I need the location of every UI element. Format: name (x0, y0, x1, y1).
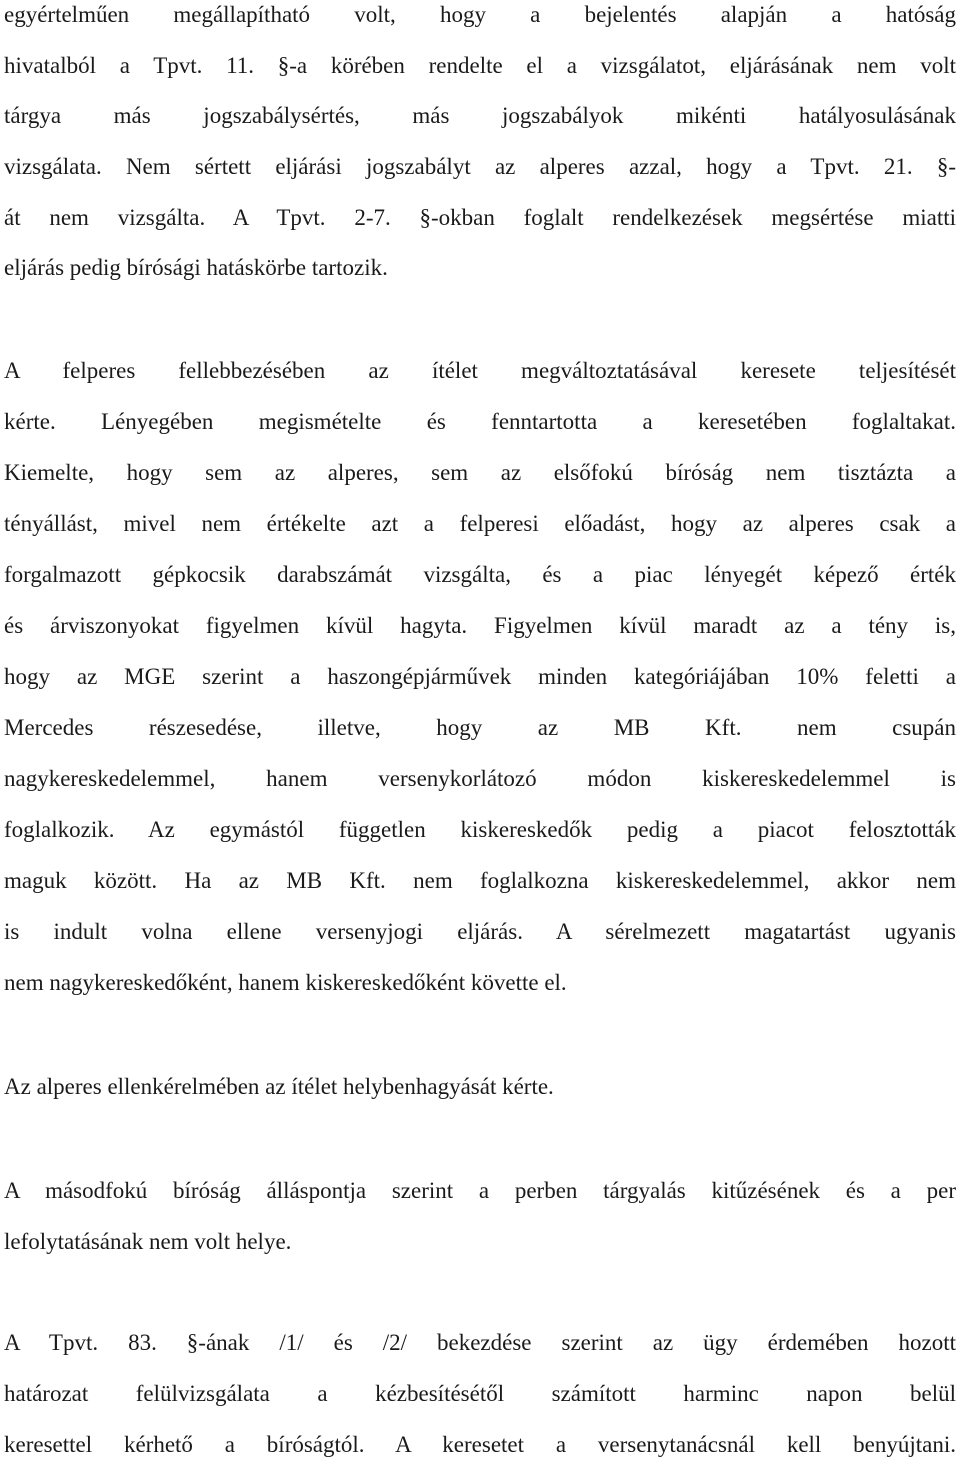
text-line: és árviszonyokat figyelmen kívül hagyta. Figyelmen kívül maradt az a tény is, (4, 613, 956, 638)
text-line: hogy az MGE szerint a haszongépjárművek minden kategóriájában 10% feletti a (4, 664, 956, 689)
text-line: egyértelműen megállapítható volt, hogy a bejelentés alapján a hatóság (4, 2, 956, 27)
text-line: keresettel kérhető a bíróságtól. A keresetet a versenytanácsnál kell benyújtani. (4, 1432, 956, 1457)
text-line: tényállást, mivel nem értékelte azt a felperesi előadást, hogy az alperes csak a (4, 511, 956, 536)
text-line: nem nagykereskedőként, hanem kiskereskedőként követte el. (4, 970, 567, 995)
text-line: forgalmazott gépkocsik darabszámát vizsgálta, és a piac lényegét képező érték (4, 562, 956, 587)
text-line: Az alperes ellenkérelmében az ítélet helybenhagyását kérte. (4, 1074, 554, 1099)
text-line: lefolytatásának nem volt helye. (4, 1229, 292, 1254)
text-line: át nem vizsgálta. A Tpvt. 2-7. §-okban foglalt rendelkezések megsértése miatti (4, 205, 956, 230)
text-line: A másodfokú bíróság álláspontja szerint a perben tárgyalás kitűzésének és a per (4, 1178, 956, 1203)
text-line: is indult volna ellene versenyjogi eljárás. A sérelmezett magatartást ugyanis (4, 919, 956, 944)
text-line: nagykereskedelemmel, hanem versenykorlátozó módon kiskereskedelemmel is (4, 766, 956, 791)
text-line: határozat felülvizsgálata a kézbesítésétől számított harminc napon belül (4, 1381, 956, 1406)
text-line: vizsgálata. Nem sértett eljárási jogszabályt az alperes azzal, hogy a Tpvt. 21. §- (4, 154, 956, 179)
text-line: foglalkozik. Az egymástól független kiskereskedők pedig a piacot felosztották (4, 817, 956, 842)
text-line: maguk között. Ha az MB Kft. nem foglalkozna kiskereskedelemmel, akkor nem (4, 868, 956, 893)
text-line: eljárás pedig bírósági hatáskörbe tartozik. (4, 255, 388, 280)
text-line: hivatalból a Tpvt. 11. §-a körében rendelte el a vizsgálatot, eljárásának nem volt (4, 53, 956, 78)
text-line: tárgya más jogszabálysértés, más jogszabályok mikénti hatályosulásának (4, 103, 956, 128)
text-line: Kiemelte, hogy sem az alperes, sem az elsőfokú bíróság nem tisztázta a (4, 460, 956, 485)
text-line: A Tpvt. 83. §-ának /1/ és /2/ bekezdése szerint az ügy érdemében hozott (4, 1330, 956, 1355)
text-line: A felperes fellebbezésében az ítélet megváltoztatásával keresete teljesítését (4, 358, 956, 383)
text-line: kérte. Lényegében megismételte és fenntartotta a keresetében foglaltakat. (4, 409, 956, 434)
text-line: Mercedes részesedése, illetve, hogy az MB Kft. nem csupán (4, 715, 956, 740)
